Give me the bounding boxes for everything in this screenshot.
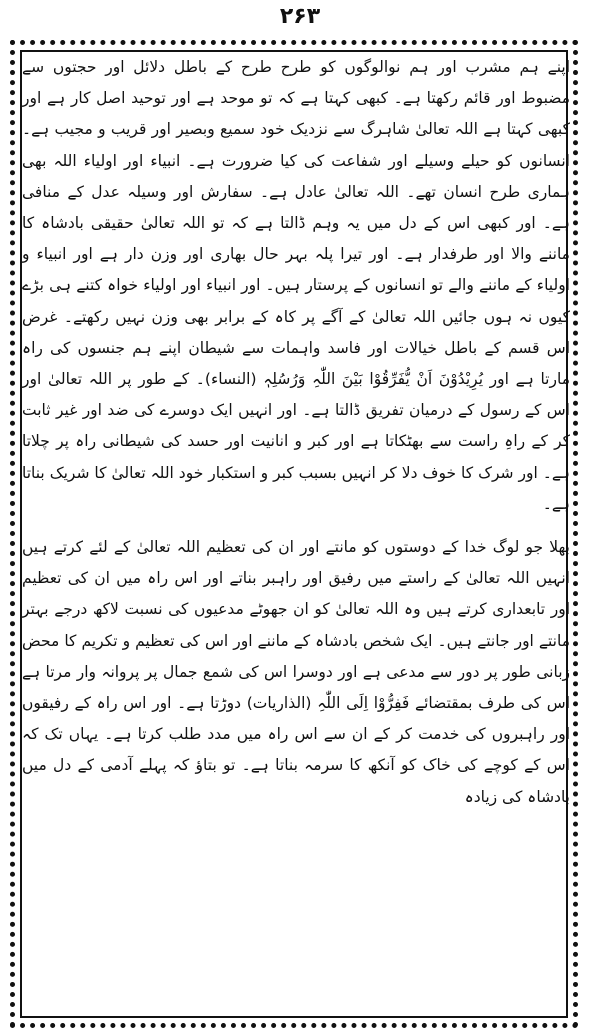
paragraph-2: بھلا جو لوگ خدا کے دوستوں کو مانتے اور ان کی تعظیم اللہ تعالیٰ کے لئے کرتے ہیں انہیں اللہ تعالیٰ کے راستے میں رفیق اور راہبر بناتے اور اس راہ میں ان کی تعظیم اور تابعداری کرتے ہیں وہ اللہ تعالیٰ کو ان جھوٹے مدعیوں کی نسبت لاکھ درجے بہتر مانتے اور جانتے ہیں۔ ایک شخص بادشاہ کے ماننے اور اس کی تعظیم و تکریم کا محض زبانی طور پر دور سے مدعی ہے اور دوسرا اس کی شمع جمال پر پروانہ وار مرتا ہے اس کی طرف بمقتضائے فَفِرُّوْا اِلَی اللّٰہِ (الذاریات) دوڑتا ہے۔ اور اس راہ کے رفیقوں اور راہبروں کی خدمت کر کے ان سے اس راہ میں مدد طلب کرتا ہے۔ یہاں تک کہ اس کے کوچے کی خاک کو آنکھ کا سرمہ بناتا ہے۔ تو بتاؤ کہ پہلے آدمی کے دل میں بادشاہ کی زیادہ [22, 538, 570, 806]
page-body [22, 52, 570, 1020]
page-number: ۲۶۳ [279, 4, 321, 29]
paragraph-1: اپنے ہم مشرب اور ہم نوالوگوں کو طرح طرح کے باطل دلائل اور حجتوں سے مضبوط اور قائم رکھتا ہے۔ کبھی کہتا ہے کہ تو موحد ہے اور توحید اصل کار ہے اور کبھی کہتا ہے اللہ تعالیٰ شاہرگ سے نزدیک خود سمیع وبصیر اور قریب و مجیب ہے۔ انسانوں کو حیلے وسیلے اور شفاعت کی کیا ضرورت ہے۔ انبیاء اور اولیاء اللہ بھی ہماری طرح انسان تھے۔ اللہ تعالیٰ عادل ہے۔ سفارش اور وسیلہ عدل کے منافی ہے۔ اور کبھی اس کے دل میں یہ وہم ڈالتا ہے کہ تو اللہ تعالیٰ حقیقی بادشاہ کا ماننے والا اور طرفدار ہے۔ اور تیرا پلہ بہر حال بھاری اور وزن دار ہے اور انبیاء و اولیاء کے ماننے والے تو انسانوں کے پرستار ہیں۔ اور انبیاء اور اولیاء خواہ کتنے ہی بڑے کیوں نہ ہوں جائیں اللہ تعالیٰ کے آگے پر کاہ کے برابر بھی وزن نہیں رکھتے۔ غرض اس قسم کے باطل خیالات اور فاسد واہمات سے شیطان اپنے ہم جنسوں کی راہ مارتا ہے اور یُرِیْدُوْنَ اَنْ یُّفَرِّقُوْا بَیْنَ اللّٰہِ وَرُسُلِہٖ (النساء)۔ کے طور پر اللہ تعالیٰ اور اس کے رسول کے درمیان تفریق ڈالتا ہے۔ اور انہیں ایک دوسرے کی ضد اور غیر ثابت کر کے راہِ راست سے بھٹکاتا ہے اور کبر و انانیت اور حسد کی شیطانی راہ پر چلاتا ہے۔ اور شرک کا خوف دلا کر انہیں بسبب کبر و استکبار خود اللہ تعالیٰ کا شریک بناتا ہے۔ [22, 58, 570, 513]
